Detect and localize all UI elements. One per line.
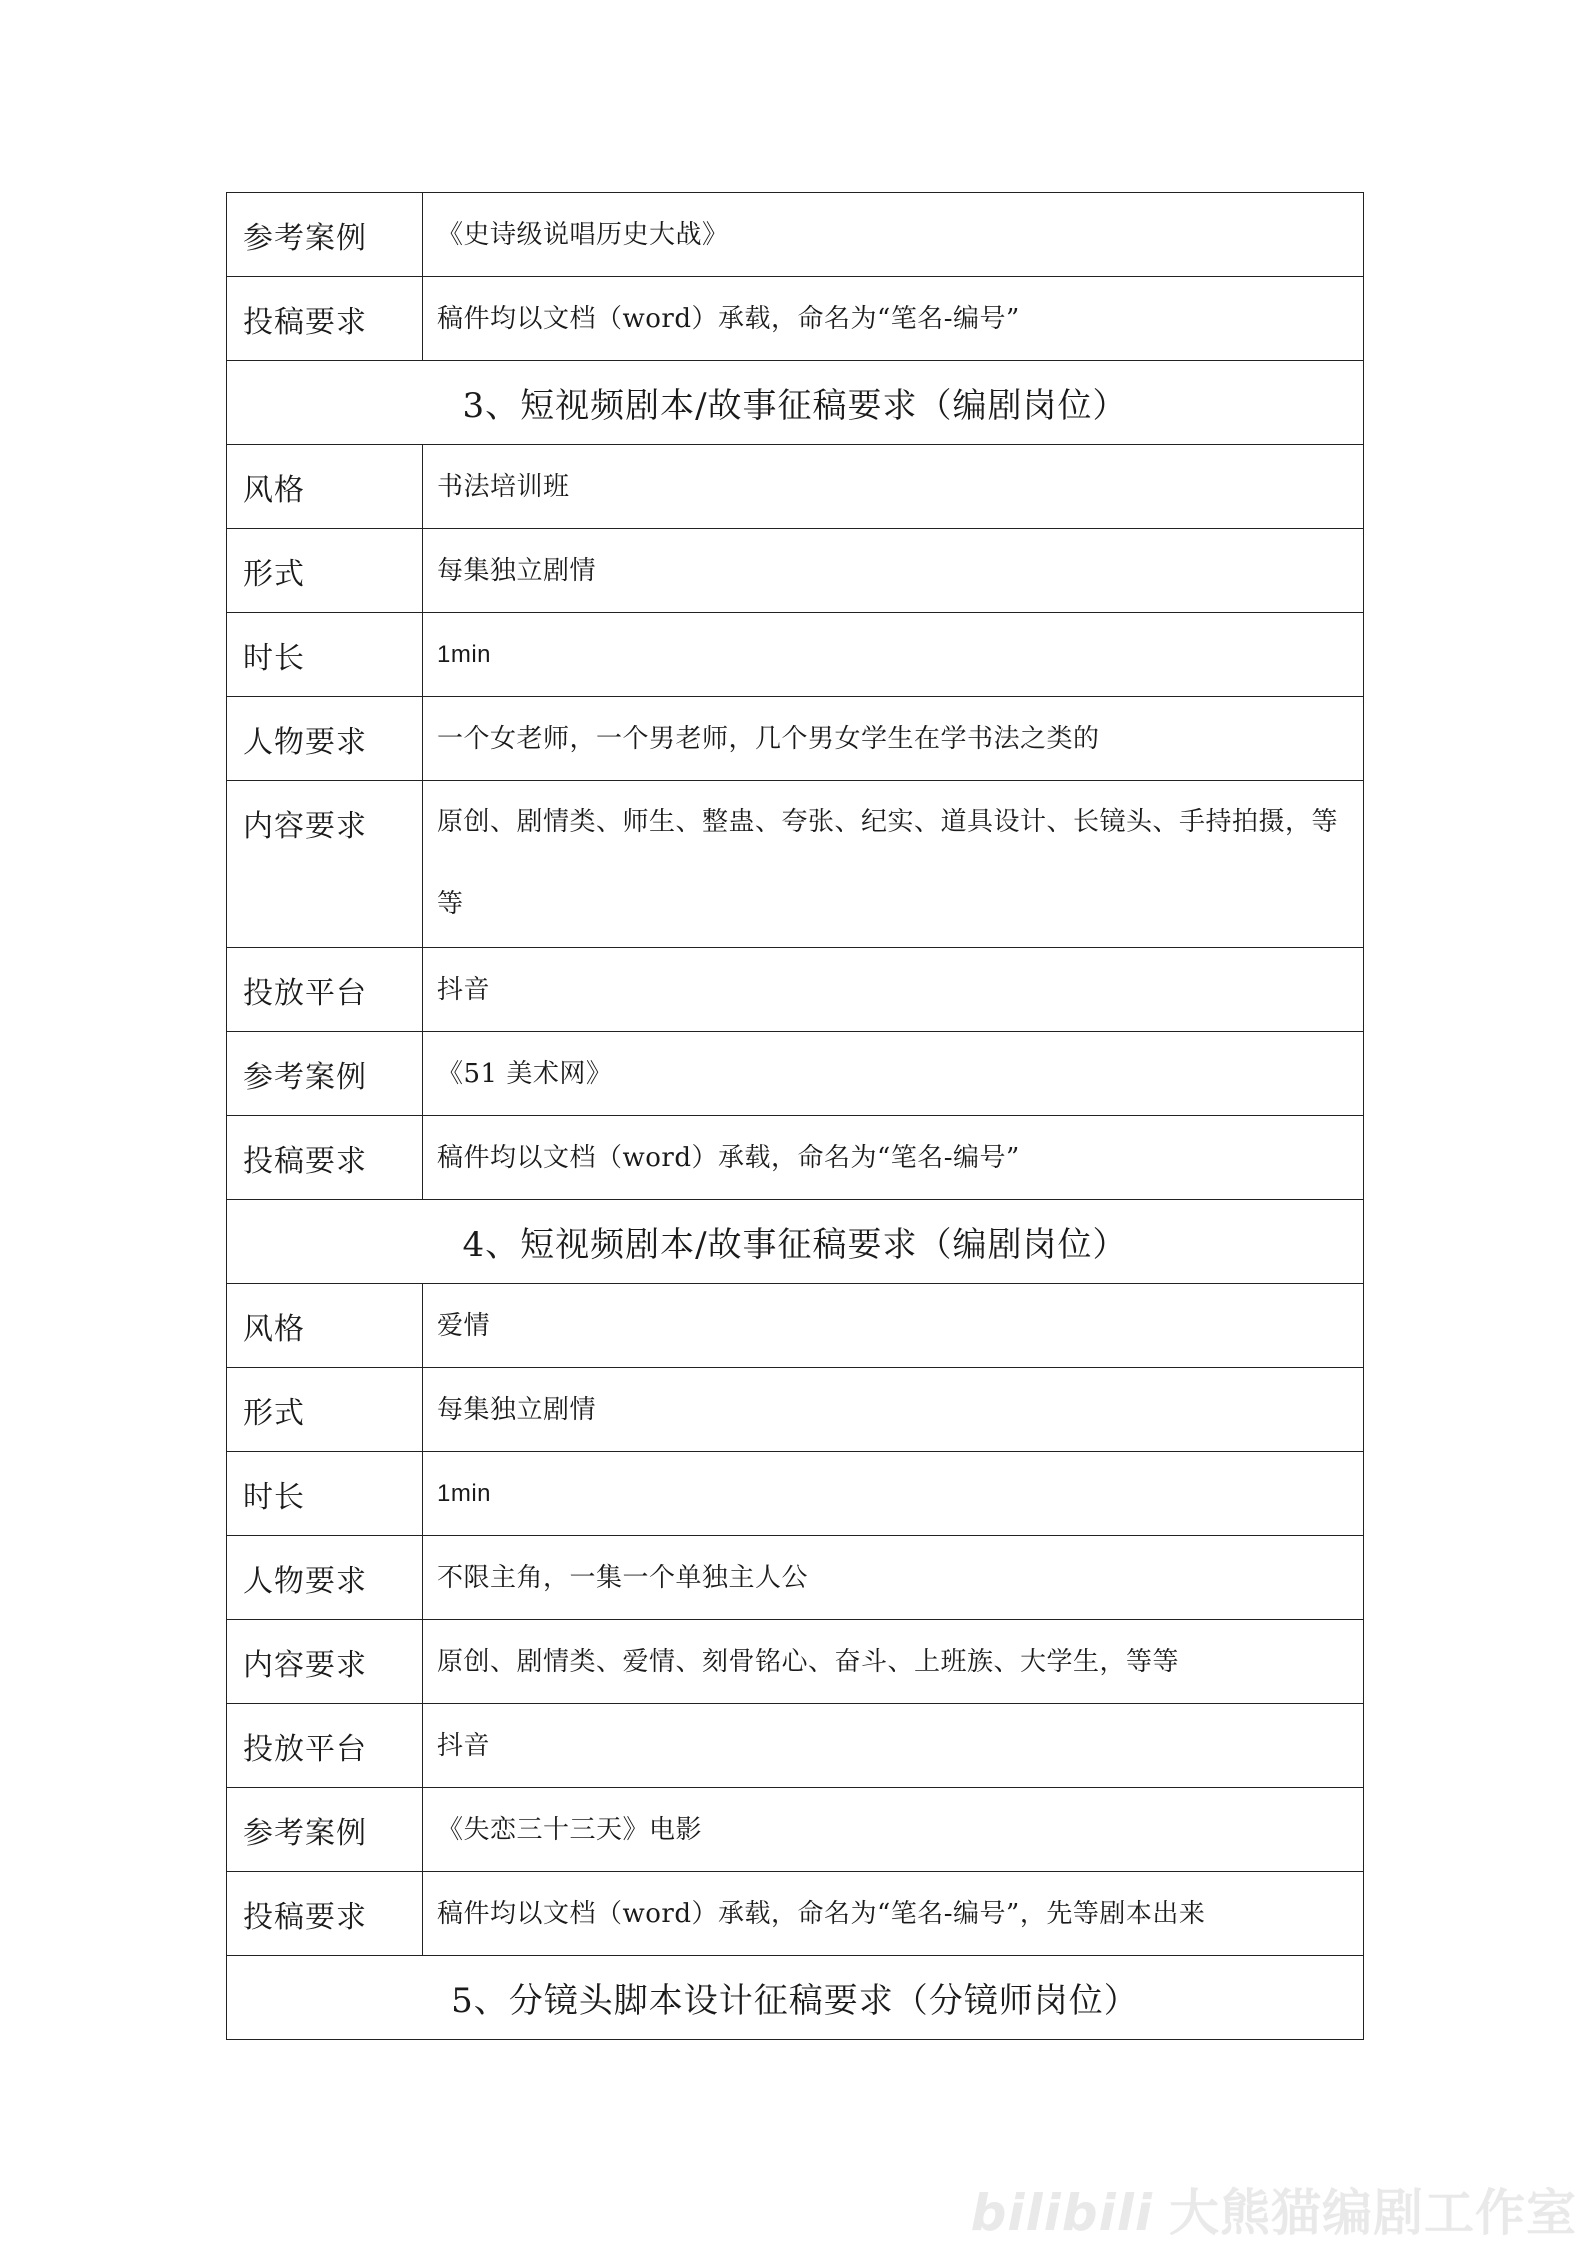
table-row [227, 1704, 1364, 1788]
row-label: 人物要求 [227, 1536, 423, 1620]
row-value: 1min [423, 613, 1364, 697]
row-label: 内容要求 [227, 781, 423, 948]
table-row [227, 1032, 1364, 1116]
row-value: 每集独立剧情 [423, 1368, 1364, 1452]
row-label: 投稿要求 [227, 1872, 423, 1956]
bilibili-logo: bilibili [970, 2184, 1153, 2242]
row-value: 爱情 [423, 1284, 1364, 1368]
row-label: 投稿要求 [227, 277, 423, 361]
table-row [227, 277, 1364, 361]
table-row [227, 1788, 1364, 1872]
section-header-row [227, 1956, 1364, 2040]
row-label: 参考案例 [227, 1032, 423, 1116]
table-row [227, 781, 1364, 948]
row-value: 《史诗级说唱历史大战》 [423, 193, 1364, 277]
table-row [227, 1536, 1364, 1620]
section-header-row [227, 1200, 1364, 1284]
section-title: 3、短视频剧本/故事征稿要求（编剧岗位） [227, 361, 1364, 445]
table-row [227, 1368, 1364, 1452]
table-row [227, 1872, 1364, 1956]
row-label: 参考案例 [227, 1788, 423, 1872]
row-value: 稿件均以文档（word）承载，命名为“笔名-编号” [423, 277, 1364, 361]
table-row [227, 445, 1364, 529]
table-row [227, 529, 1364, 613]
row-label: 投稿要求 [227, 1116, 423, 1200]
requirements-table [226, 192, 1364, 2040]
section-title: 5、分镜头脚本设计征稿要求（分镜师岗位） [227, 1956, 1364, 2040]
row-value: 不限主角，一集一个单独主人公 [423, 1536, 1364, 1620]
section-header-row [227, 361, 1364, 445]
row-label: 形式 [227, 1368, 423, 1452]
section-title: 4、短视频剧本/故事征稿要求（编剧岗位） [227, 1200, 1364, 1284]
row-value: 《失恋三十三天》电影 [423, 1788, 1364, 1872]
row-value: 稿件均以文档（word）承载，命名为“笔名-编号”，先等剧本出来 [423, 1872, 1364, 1956]
watermark [971, 2173, 1577, 2245]
row-value: 书法培训班 [423, 445, 1364, 529]
table-row [227, 697, 1364, 781]
row-label: 形式 [227, 529, 423, 613]
row-value: 一个女老师，一个男老师，几个男女学生在学书法之类的 [423, 697, 1364, 781]
row-value: 抖音 [423, 948, 1364, 1032]
table-row [227, 1284, 1364, 1368]
row-label: 时长 [227, 613, 423, 697]
table-row [227, 1452, 1364, 1536]
row-label: 参考案例 [227, 193, 423, 277]
row-value: 1min [423, 1452, 1364, 1536]
row-label: 人物要求 [227, 697, 423, 781]
row-label: 风格 [227, 1284, 423, 1368]
table-row [227, 193, 1364, 277]
row-value: 每集独立剧情 [423, 529, 1364, 613]
table-row [227, 613, 1364, 697]
table-row [227, 1116, 1364, 1200]
row-value: 稿件均以文档（word）承载，命名为“笔名-编号” [423, 1116, 1364, 1200]
row-label: 投放平台 [227, 948, 423, 1032]
row-label: 投放平台 [227, 1704, 423, 1788]
row-label: 风格 [227, 445, 423, 529]
row-value: 抖音 [423, 1704, 1364, 1788]
table-row [227, 948, 1364, 1032]
table-row [227, 1620, 1364, 1704]
row-value: 原创、剧情类、师生、整蛊、夸张、纪实、道具设计、长镜头、手持拍摄，等等 [423, 781, 1364, 948]
row-value: 《51 美术网》 [423, 1032, 1364, 1116]
row-value: 原创、剧情类、爱情、刻骨铭心、奋斗、上班族、大学生，等等 [423, 1620, 1364, 1704]
row-label: 时长 [227, 1452, 423, 1536]
row-label: 内容要求 [227, 1620, 423, 1704]
watermark-text: 大熊猫编剧工作室 [1169, 2184, 1577, 2242]
